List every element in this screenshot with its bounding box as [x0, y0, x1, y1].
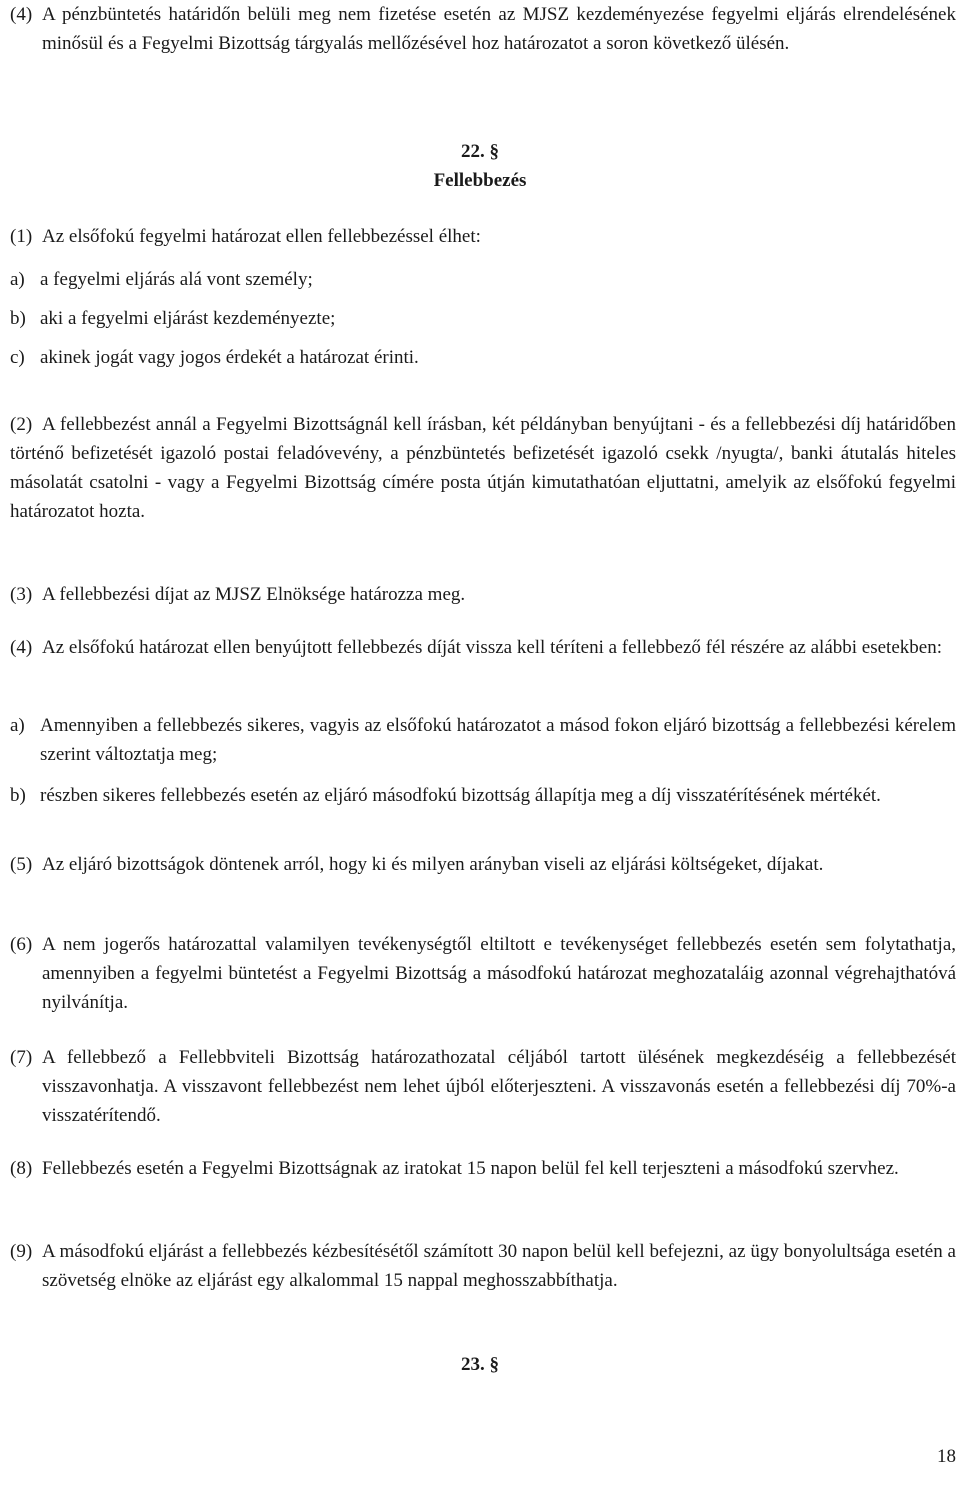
- paragraph-4-intro: [10, 0, 956, 58]
- paragraph-text: A fellebbezést annál a Fegyelmi Bizottságnál kell írásban, két példányban benyújtani - és a fellebbezési díj határidőben történő befizetését igazoló postai feladóvevény, a pénzbüntetés befizetését igazoló csekk /nyugta/, banki átutalás hiteles másolatát csatolni - vagy a Fegyelmi Bizottság címére posta útján kimutathatóan eljuttatni, amelyik az elsőfokú fegyelmi határozatot hozta.: [10, 414, 956, 522]
- paragraph-5: [10, 850, 956, 879]
- paragraph-number: (4): [10, 637, 33, 658]
- paragraph-text: A másodfokú eljárást a fellebbezés kézbesítésétől számított 30 napon belül kell befejezni, az ügy bonyolultsága esetén a szövetség elnöke az eljárást egy alkalommal 15 nappal meghosszabbíthatja.: [42, 1241, 956, 1291]
- paragraph-6: [10, 930, 956, 1017]
- paragraph-9: [10, 1237, 956, 1295]
- section-number-next: 23. §: [461, 1354, 499, 1375]
- paragraph-number: (2): [10, 414, 33, 435]
- list-item-text: Amennyiben a fellebbezés sikeres, vagyis az elsőfokú határozatot a másod fokon eljáró bizottság a fellebbezési kérelem szerint változtatja meg;: [40, 715, 956, 765]
- paragraph-text: Az eljáró bizottságok döntenek arról, hogy ki és milyen arányban viseli az eljárási költségeket, díjakat.: [42, 854, 824, 875]
- list-item-label: b): [10, 785, 26, 806]
- paragraph-3: [10, 580, 956, 609]
- list-item: [10, 304, 956, 333]
- list-item-label: c): [10, 347, 25, 368]
- paragraph-text: A fellebbező a Fellebbviteli Bizottság határozathozatal céljából tartott ülésének megkezdéséig a fellebbezését visszavonhatja. A visszavont fellebbezést nem lehet újból előterjeszteni. A visszavonás esetén a fellebbezési díj 70%-a visszatérítendő.: [42, 1047, 956, 1126]
- paragraph-number: (4): [10, 4, 33, 25]
- list-item-text: akinek jogát vagy jogos érdekét a határozat érinti.: [40, 347, 419, 368]
- list-item-label: a): [10, 269, 25, 290]
- list-item: [10, 781, 956, 810]
- paragraph-8: [10, 1154, 956, 1183]
- section-title: Fellebbezés: [433, 170, 527, 191]
- paragraph-number: (7): [10, 1047, 33, 1068]
- paragraph-2: [10, 410, 956, 526]
- paragraph-number: (5): [10, 854, 33, 875]
- list-item-text: a fegyelmi eljárás alá vont személy;: [40, 269, 313, 290]
- list-item: [10, 343, 956, 372]
- paragraph-7: [10, 1043, 956, 1130]
- paragraph-1: [10, 222, 956, 251]
- paragraph-number: (8): [10, 1158, 33, 1179]
- paragraph-text: Fellebbezés esetén a Fegyelmi Bizottságnak az iratokat 15 napon belül fel kell terjeszteni a másodfokú szervhez.: [42, 1158, 899, 1179]
- section-number: 22. §: [461, 141, 499, 162]
- paragraph-text: Az elsőfokú fegyelmi határozat ellen fellebbezéssel élhet:: [42, 226, 481, 247]
- paragraph-number: (6): [10, 934, 33, 955]
- list-item-text: aki a fegyelmi eljárást kezdeményezte;: [40, 308, 336, 329]
- paragraph-text: Az elsőfokú határozat ellen benyújtott fellebbezés díját vissza kell téríteni a fellebbező fél részére az alábbi esetekben:: [42, 637, 942, 658]
- paragraph-text: A nem jogerős határozattal valamilyen tevékenységtől eltiltott e tevékenységet fellebbezés esetén sem folytathatja, amennyiben a fegyelmi büntetést a Fegyelmi Bizottság a másodfokú határozat meghozataláig azonnal végrehajthatóvá nyilvánítja.: [42, 934, 956, 1013]
- paragraph-number: (9): [10, 1241, 33, 1262]
- list-item-label: b): [10, 308, 26, 329]
- paragraph-number: (1): [10, 226, 33, 247]
- list-item-text: részben sikeres fellebbezés esetén az eljáró másodfokú bizottság állapítja meg a díj visszatérítésének mértékét.: [40, 785, 881, 806]
- list-item: [10, 265, 956, 294]
- paragraph-text: A fellebbezési díjat az MJSZ Elnöksége határozza meg.: [42, 584, 466, 605]
- paragraph-number: (3): [10, 584, 33, 605]
- list-item-label: a): [10, 715, 25, 736]
- list-item: [10, 711, 956, 769]
- paragraph-text: A pénzbüntetés határidőn belüli meg nem fizetése esetén az MJSZ kezdeményezése fegyelmi eljárás elrendelésének minősül és a Fegyelmi Bizottság tárgyalás mellőzésével hoz határozatot a soron következő ülésén.: [42, 4, 956, 54]
- page-number: 18: [937, 1446, 956, 1467]
- paragraph-4: [10, 633, 956, 662]
